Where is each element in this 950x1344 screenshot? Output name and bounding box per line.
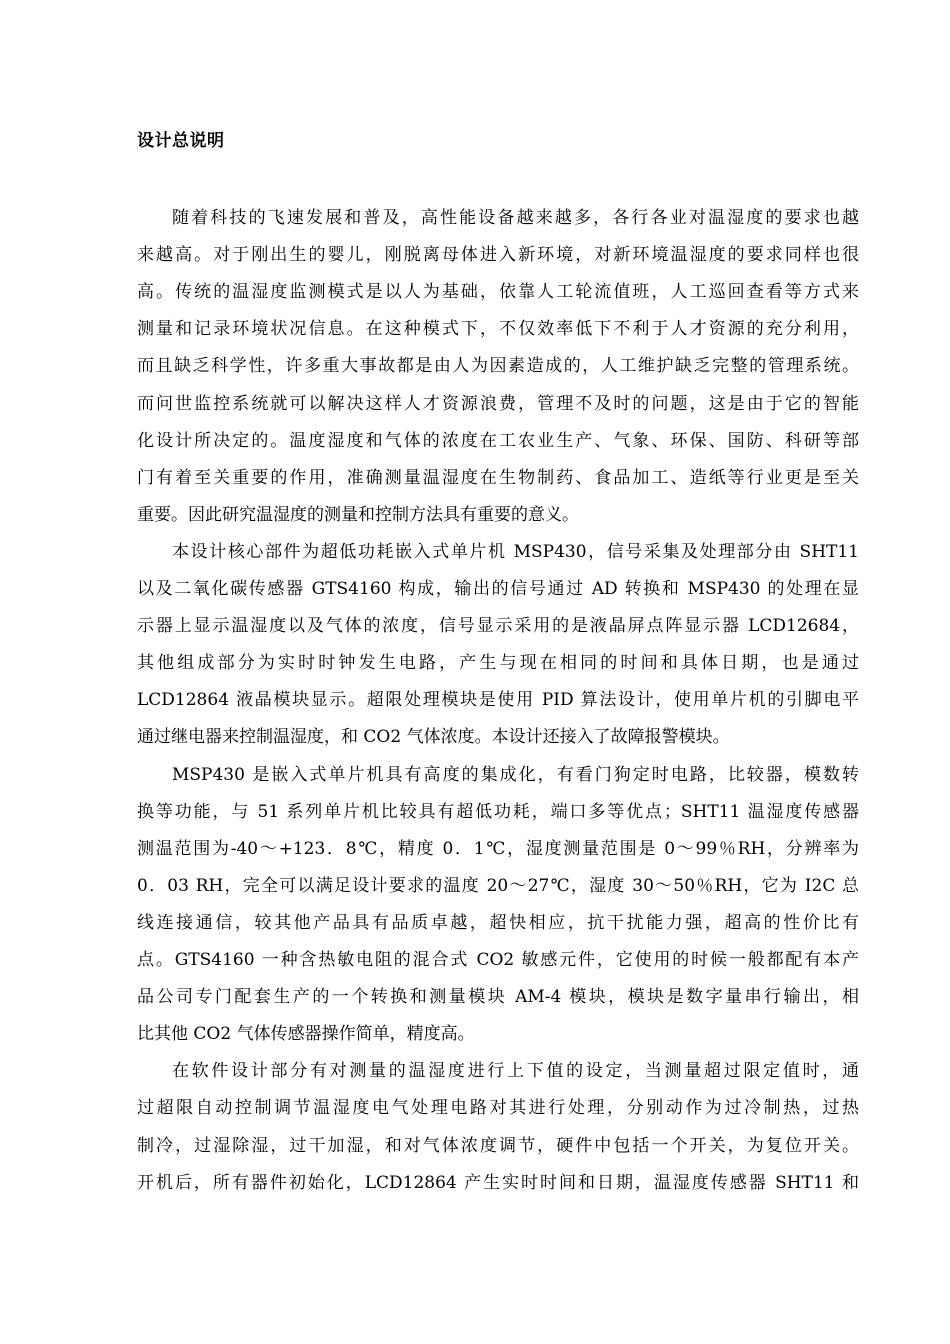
text-line: LCD12864 液晶模块显示。超限处理模块是使用 PID 算法设计，使用单片机的引脚电平 (137, 690, 859, 711)
text-line: 重要。因此研究温湿度的测量和控制方法具有重要的意义。 (137, 504, 579, 525)
text-line: 开机后，所有器件初始化，LCD12864 产生实时时间和日期，温湿度传感器 SHT11 和 (137, 1172, 859, 1193)
text-line: 在软件设计部分有对测量的温湿度进行上下值的设定，当测量超过限定值时，通 (172, 1061, 859, 1082)
text-line: 测温范围为-40～+123．8℃，精度 0．1℃，湿度测量范围是 0～99％RH，分辨率为 (137, 838, 859, 859)
text-line: 制冷，过湿除湿，过干加湿，和对气体浓度调节，硬件中包括一个开关，为复位开关。 (137, 1135, 859, 1156)
text-line: 而且缺乏科学性，许多重大事故都是由人为因素造成的，人工维护缺乏完整的管理系统。 (137, 356, 859, 377)
text-line: MSP430 是嵌入式单片机具有高度的集成化，有看门狗定时电路，比较器，模数转 (172, 764, 859, 785)
text-line: 以及二氧化碳传感器 GTS4160 构成，输出的信号通过 AD 转换和 MSP430 的处理在显 (137, 579, 859, 599)
text-line: 其他组成部分为实时时钟发生电路，产生与现在相同的时间和具体日期，也是通过 (137, 653, 859, 674)
text-line: 品公司专门配套生产的一个转换和测量模块 AM-4 模块，模块是数字量串行输出，相 (137, 987, 859, 1008)
text-line: 点。GTS4160 一种含热敏电阻的混合式 CO2 敏感元件，它使用的时候一般都配有本产 (137, 950, 859, 970)
text-line: 来越高。对于刚出生的婴儿，刚脱离母体进入新环境，对新环境温湿度的要求同样也很 (137, 245, 859, 266)
text-line: 比其他 CO2 气体传感器操作简单，精度高。 (137, 1024, 475, 1045)
text-line: 过超限自动控制调节温湿度电气处理电路对其进行处理，分别动作为过冷制热，过热 (137, 1098, 859, 1119)
text-line: 示器上显示温湿度以及气体的浓度，信号显示采用的是液晶屏点阵显示器 LCD12684， (137, 616, 859, 637)
section-heading: 设计总说明 (137, 131, 225, 151)
text-line: 0．03 RH，完全可以满足设计要求的温度 20～27℃，湿度 30～50％RH，它为 I2C 总 (137, 875, 859, 896)
text-line: 本设计核心部件为超低功耗嵌入式单片机 MSP430，信号采集及处理部分由 SHT11 (172, 541, 859, 562)
text-line: 线连接通信，较其他产品具有品质卓越，超快相应，抗干扰能力强，超高的性价比有 (137, 912, 859, 933)
text-line: 而问世监控系统就可以解决这样人才资源浪费，管理不及时的问题，这是由于它的智能 (137, 393, 859, 414)
text-line: 通过继电器来控制温湿度，和 CO2 气体浓度。本设计还接入了故障报警模块。 (137, 727, 730, 748)
text-line: 换等功能，与 51 系列单片机比较具有超低功耗，端口多等优点；SHT11 温湿度传感器 (137, 801, 859, 822)
text-line: 高。传统的温湿度监测模式是以人为基础，依靠人工轮流值班，人工巡回查看等方式来 (137, 282, 859, 303)
text-line: 随着科技的飞速发展和普及，高性能设备越来越多，各行各业对温湿度的要求也越 (172, 208, 859, 228)
text-line: 测量和记录环境状况信息。在这种模式下，不仅效率低下不利于人才资源的充分利用， (137, 319, 859, 340)
text-line: 门有着至关重要的作用，准确测量温湿度在生物制药、食品加工、造纸等行业更是至关 (137, 467, 859, 488)
text-line: 化设计所决定的。温度湿度和气体的浓度在工农业生产、气象、环保、国防、科研等部 (137, 430, 859, 451)
